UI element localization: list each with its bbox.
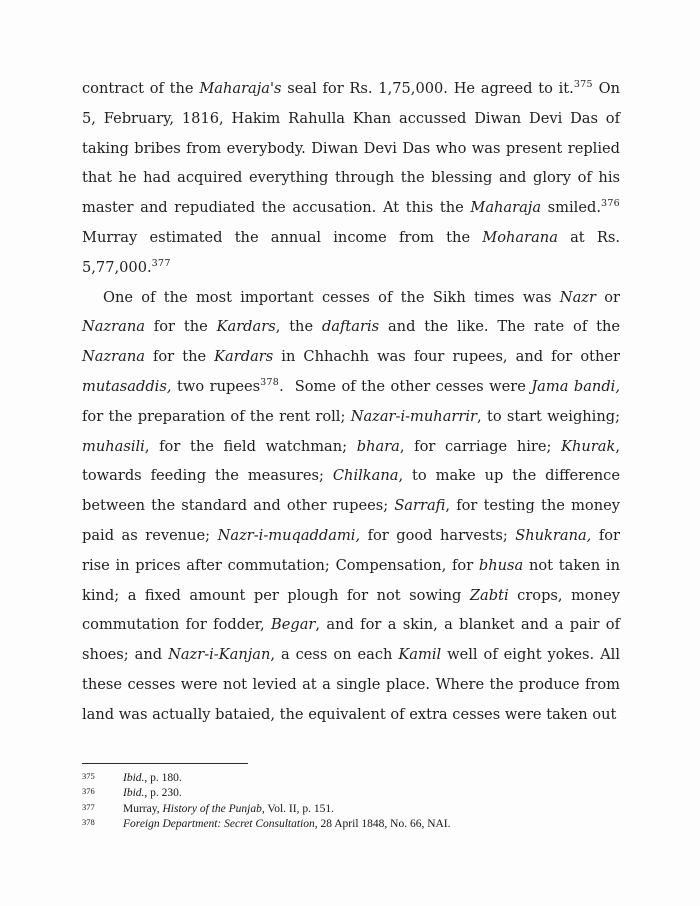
footnote-ref: 375 — [573, 79, 593, 91]
text-segment: History of the Punjab, — [162, 802, 265, 815]
text-segment: for the — [144, 348, 215, 366]
text-segment: , and for a skin, a blanket and a pair of shoes; and — [82, 616, 620, 664]
footnote-item — [82, 786, 620, 801]
text-segment: for rise in prices after commutation; Compensation, for — [82, 526, 620, 574]
text-segment: Murray estimated the annual income from the — [82, 228, 483, 246]
text-segment: Begar — [271, 616, 316, 634]
text-segment: Zabti — [469, 586, 509, 604]
text-segment: Foreign Department: Secret Consultation — [123, 818, 315, 831]
footnote-ref: 378 — [260, 377, 280, 389]
text-segment: , for testing the money paid as revenue; — [82, 497, 620, 544]
text-segment: Moharana — [482, 228, 558, 246]
text-segment: not taken in kind; a fixed amount per plough for not sowing — [82, 556, 620, 604]
text-segment: well of eight yokes. All these cesses were not levied at a single place. Where the produce from land was actually bataied, the equivalent of extra cesses were taken out — [82, 646, 620, 723]
text-segment: , a cess on each — [270, 646, 399, 664]
text-segment: at Rs. 5,77,000. — [82, 228, 620, 276]
text-segment: , 28 April 1848, No. 66, NAI. — [314, 818, 451, 831]
text-segment: , p. 180. — [144, 772, 182, 784]
text-segment: , to start weighing; — [477, 407, 621, 425]
text-segment: One of the most important cesses of the Sikh times was — [103, 288, 560, 306]
text-segment: Jama bandi, — [531, 377, 620, 395]
footnote-number: 377 — [82, 801, 95, 812]
text-segment: for good harvests; — [360, 526, 516, 544]
text-segment: for the — [144, 318, 217, 336]
text-segment: contract of the — [82, 80, 200, 97]
footnote-text — [123, 786, 620, 801]
text-segment: crops, money commutation for fodder, — [82, 586, 620, 634]
text-segment: Nazr — [559, 288, 596, 306]
footnote-separator — [82, 763, 248, 764]
text-segment: or — [595, 288, 620, 306]
text-segment: Shukrana, — [515, 526, 592, 544]
text-segment: Nazar-i-muharrir — [350, 407, 477, 425]
text-segment: , towards feeding the measures; — [82, 437, 620, 485]
text-segment: in Chhachh was four rupees, and for other — [273, 348, 620, 366]
text-segment: Sarrafi — [394, 497, 446, 515]
footnote-item — [82, 817, 620, 832]
text-segment: On 5, February, 1816, Hakim Rahulla Khan accussed Diwan Devi Das of taking bribes from everybody. Diwan Devi Das who was present replied that he had acquired everything through the blessing and glory of his master and repudiated the accusation. At this the — [82, 80, 620, 217]
footnote-number: 375 — [82, 771, 95, 781]
footnote-item — [82, 771, 620, 786]
text-segment: Nazr-i-Kanjan — [168, 646, 271, 664]
text-segment: Nazrana — [82, 348, 145, 366]
text-segment: muhasili — [82, 437, 145, 455]
text-segment: bhara — [356, 437, 400, 455]
text-segment: , for the field watchman; — [144, 437, 357, 455]
text-segment: Nazr-i-muqaddami, — [217, 526, 361, 544]
body-text — [82, 74, 620, 730]
text-segment: . Some of the other cesses were — [279, 377, 532, 395]
text-segment: daftaris — [321, 318, 380, 336]
text-segment: Nazrana — [82, 318, 145, 336]
text-segment: smiled. — [541, 199, 601, 217]
text-segment: , the — [275, 318, 322, 336]
paragraph — [82, 283, 620, 730]
text-segment: Khurak — [561, 437, 616, 455]
text-segment: mutasaddis, — [82, 377, 172, 395]
text-segment: , for carriage hire; — [399, 437, 562, 455]
footnote-text — [123, 771, 620, 786]
text-segment: for the preparation of the rent roll; — [82, 407, 351, 425]
text-segment: bhusa — [478, 556, 524, 574]
footnote-text — [123, 817, 620, 832]
footnote-ref: 376 — [600, 198, 621, 210]
text-segment: Maharaja — [470, 199, 542, 217]
footnote-number: 376 — [82, 786, 95, 797]
paragraph — [82, 74, 620, 283]
footnote-list — [82, 771, 620, 833]
text-segment: and the like. The rate of the — [379, 318, 620, 336]
text-segment: Kardars — [214, 348, 274, 366]
text-segment: seal for Rs. 1,75,000. He agreed to it. — [281, 80, 574, 97]
text-segment: Ibid. — [123, 772, 145, 784]
text-segment: Maharaja's — [199, 80, 282, 97]
text-segment: Vol. II, p. 151. — [264, 802, 334, 815]
footnote-text — [123, 802, 620, 817]
text-segment: Chilkana — [332, 467, 399, 485]
footnote-ref: 377 — [151, 257, 171, 269]
text-segment: Kardars — [216, 318, 276, 336]
footnote-item — [82, 802, 620, 817]
footnote-number: 378 — [82, 817, 95, 828]
footnotes-section — [82, 763, 620, 833]
text-segment: , to make up the difference between the standard and other rupees; — [82, 467, 620, 515]
text-segment: Kamil — [398, 646, 442, 664]
text-segment: Murray, — [123, 802, 163, 815]
text-segment: two rupees — [171, 377, 261, 395]
text-segment: Ibid. — [123, 787, 145, 800]
text-segment: , p. 230. — [144, 787, 182, 800]
